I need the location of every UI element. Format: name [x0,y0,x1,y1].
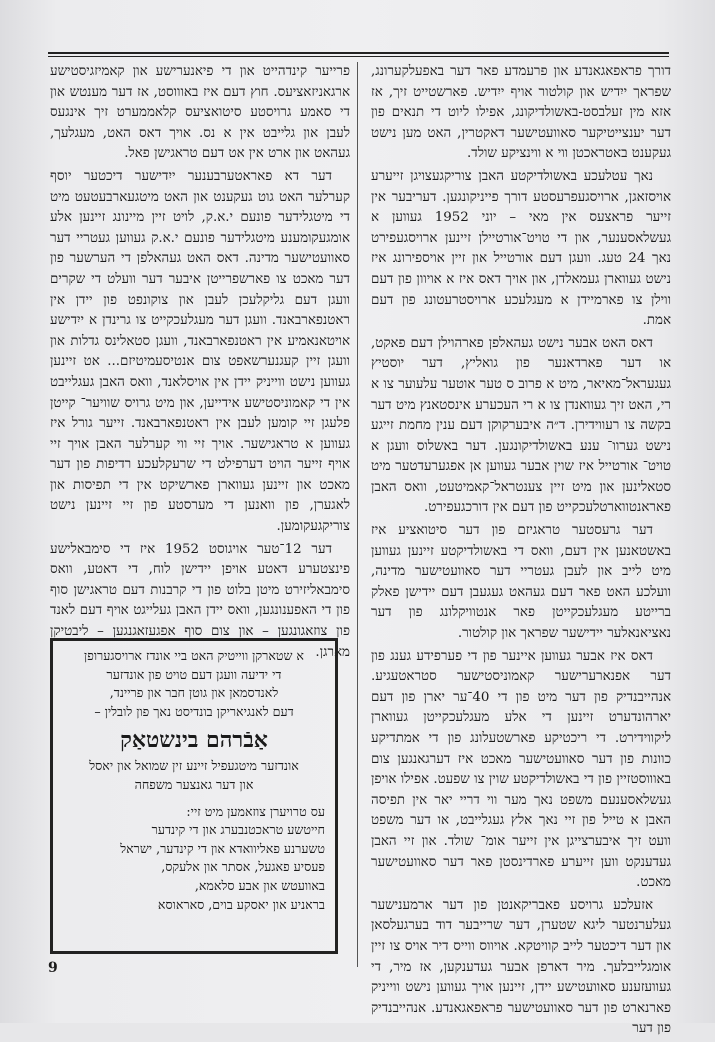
left-column [50,62,350,665]
condolence-line: און דער גאנצער משפחה [134,776,254,792]
mourners-intro: עס טרויערן צוזאמען מיט זיי: [186,803,325,819]
memorial-notice-box [50,638,338,954]
paragraph: דער דא פאראטערבענער ייִדישער דיכטער יוסף קערלער האט גוט געקענט און האט מיטגעארבעטעט מיט די מיטגלידער פונעם י.א.ק, לויט זיין מיינונג זיינען אלע אומגעקומענע מיטגלידער פונעם י.א.ק געווען געטריי דער סאוועטישער מדינה. דאס האט געהאלפן די הערשער פון דער מאכט צו פארשפרייטן איבער דער וועלט די שקרים וועגן דעם גליקלעכן לעבן און צוקונפט פון יידן אין ראטנפארבאנד. וועגן דער מעגלעכקייט צו גרינדן א ייִדישע אויטאנאמיע אין ראטנפארבאנד, וועגן סטאלינס גדלות און וועגן זיין קעגנערשאפט צום אנטיסעמיטיזם... אט זיינען געווען נישט ווייניק יידן אין אויסלאנד, וואס האבן געגלייבט אין די קאמוניסטישע אידייען, און מיט גרויס שוויער־ קייטן פלעגן זיי קומען לעבן אין ראטנפארבאנד. זייער גורל איז געווען א טראגישער. אויך זיי ווי קערלער האבן אויך זיי אויף זייער הויט דערפילט די שרעקלעכע רדיפות פון דער מאכט און זיינען געווארן פארשיקט אין די תפיסות און לאגערן, פון וואנען די מערסטע פון זיי זיינען נישט צוריקגעקומען. [50,168,350,535]
header-rule-thin [48,56,669,57]
paragraph: נאך עטלעכע באשולדיקטע האבן צוריקגעצויגן זייערע אויסזאגן, ארויסגעפרעסטע דורך פייניקונגען. דעריבער אין זייער פראצעס אין מאי – יוני 1952 געווען א געשלאסענער, און די טויט־אורטיילן זיינען ארויסגעפירט נאך 24 טעג. וועגן דעם אורטייל און זיין אויספירונג איז נישט געווארן געמאלדן, און אויך דאס איז א אויוון פון דעם ווילן צו פארמיידן א מעגלעכע ארויסטרעטונג פון דעם אמת. [371,168,672,329]
memorial-line: דעם לאנגיאריקן בונדיסט נאך פון לובלין – [94,703,294,719]
paragraph: אזעלכע גרויסע פאבריקאנטן פון דער ארמענישער געלערנטער ליגא שטערן, דער שרייבער דוד בערגעלסאן און דער דיכטער לייב קוויטקא. אויווס ווייס דיר אויס צו זיין אומגלייבלעך. מיר דארפן אבער געדענקען, אז מיר, די געוועזענע סאוועטישע יידן, זיינען אויך געווען נישט ווייניק פארנארט פון דער סאוועטישער פראפאגאנדע. אנהייבנדיק פון דער [371,897,671,1037]
paragraph: פרייער קינדהייט און די פיאנערישע און קאמיזגיסטישע ארגאניזאציעס. חוץ דעם איז באוווסט, אז דער מענטש און די סאמע גרויסטע סיטואציעס קלאממערט זיך אינגעס לעבן און גלייבט אין א נס. אויך דאס האט, מעגלעך, געהאט און ארט אין אט דעם טראגישן פאל. [50,64,350,162]
paragraph: דער גרעסטער טראגיזם פון דער סיטואציע איז באשטאנען אין דעם, וואס די באשולדיקטע זיינען געווען מיט לייב און לעבן געטריי דער סאוועטישער מדינה, וועלכע האט פאר דעם געהאט געגעבן דעם יידישן פאלק ברייטע מעגלעכקייטן פאר אנטוויקלונג פון דער נאציאנאלער יידישער שפראך און קולטור. [371,523,671,642]
deceased-name: אַבֿרהם בינשטאַק [120,727,268,754]
memorial-line: די ידיעה וועגן דעם טויט פון אונדזער [106,666,282,682]
page-number: 9 [48,960,58,976]
mourner-line: בראניע און יאסקע בוים, סאראוסא [157,896,325,912]
mourner-line: חייטשע טראכטנבערג און די קינדער [151,822,325,838]
mourner-line: באוועטש און אבע סלאמא, [194,877,325,893]
paragraph: דאס איז אבער געווען איינער פון די פערפידע גענג פון דער אפנארערישער קאמוניסטישער סטראטעגיע. אנהייבנדיק פון דער מיט פון די 40־ער יארן פון דעם יארהונדערט זיינען די אלע מעגלעכקייטן געווארן ליקווידירט. די ריכטיקע פארשטעלונג פון די אמתדיקע כוונות פון דער סאוועטישער מאכט איז דערגאנגען צום באוווסטזיין פון די באשולדיקטע שוין צו שפעט. אפילו אויפן געשלאסענעם משפט נאך מער ווי דריי יאר אין תפיסה האבן א טייל פון זיי נאך אלץ געגלייבט, או דער משפט וועט זיך איבערצייגן אין זייער אומ־ שולד. און זיי האבן געדענקט ווען זייערע פארדינסטן פאר דער סאוועטישער מאכט. [371,648,671,891]
right-column [371,62,671,1042]
paragraph: דער 12־טער אויגוסט 1952 איז די סימבאלישע פינצטערע דאטע אויפן יידישן לוח, די דאטע, וואס סימבאליזירט מיטן בלוט פון די קרבנות דעם טראגישן סוף פון די האפענונגען, וואס יידן האבן געלייגט אויף דעם לאנד פון צוזאגונגען – און צום סוף אפגעזאגנגען – ליבטיקן מארגן. [50,541,350,660]
mourner-line: טשערנע פאליוואדא און די קינדער, ישראל [120,840,325,856]
condolence-line: אונדזער מיטגעפיל זיינע זין שמואל און יאסל [89,758,299,774]
paragraph: דאס האט אבער נישט געהאלפן פארהוילן דעם פאקט, או דער פארדאנער פון גואליץ, דער יוסטיץ געגעראל־מאיאר, מיט א פרוב ס טער אוטער עלעוער צו א רי, האט זיך געוואנדן צו א רי העכערע אינסטאנץ מיט דער בקשה צו רעווידירן. ד״ה איבערקוקן דעם ענין מחמת זייגע נישט גערוו־ ענע באשולדיקונגען. דער באשלוס וועגן א טויט־ אורטייל איז שוין אבער געווען אן אפגערעדטער מיט סטאלינען און מיט זיין צענטראל־קאמיטעט, וואס האבן פאראנטווארטלעכקייט פון דעם אין דורכגעפירט. [371,335,671,516]
paragraph: דורך פראפאגאנדע און פרעמדע פאר דער באפעלקערונג, שפראך ייִדיש און קולטור אויף ייִדיש. פארשטייט זיך, אז אזא מין זעלבסט-באשולדיקונג, אפילו ליוט די תנאים פון דער יענצייטיקער סאוועטישער דאקטרין, האט מען נישט געקענט באטראכטן ווי א ווינציקע שולד. [371,64,671,162]
memorial-line: א שטארקן ווייטיק האט ביי אונדז ארויסגערופן [84,648,304,663]
header-rule [48,52,669,54]
memorial-line: לאנדסמאן און גוטן חבר און פריינד, [109,685,279,701]
column-divider [357,62,358,967]
mourner-line: פעסיע פאגעל, אסתר און אלעקס, [161,859,325,875]
